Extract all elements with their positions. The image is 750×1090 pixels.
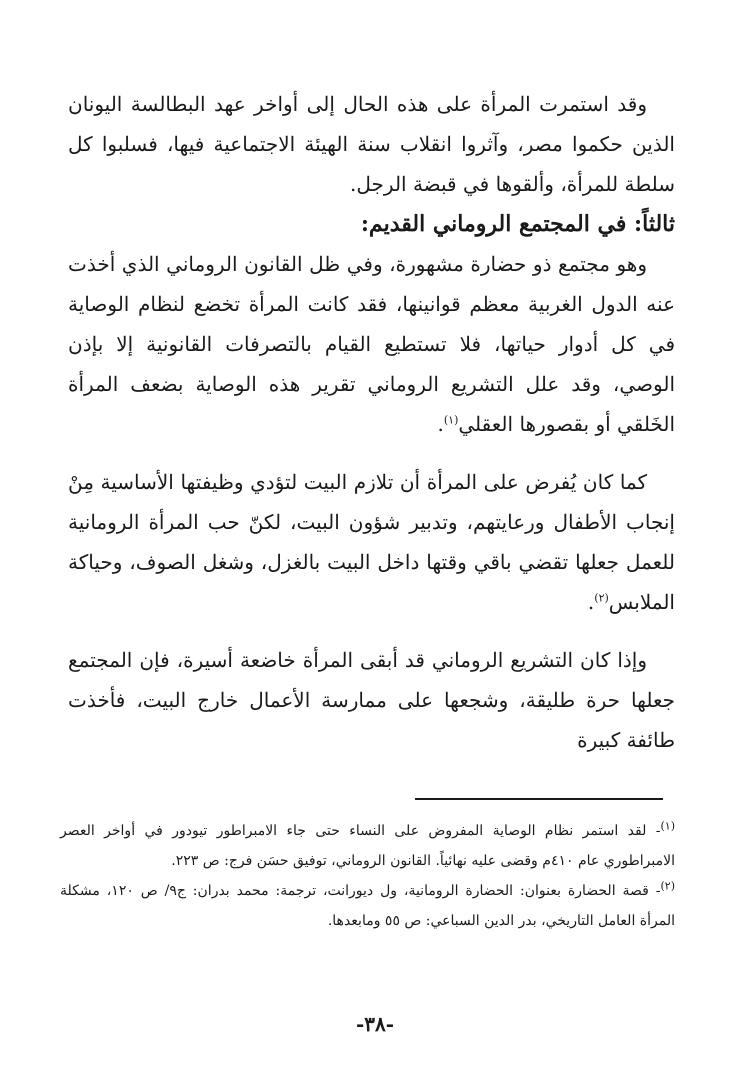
footnote-text-2: - قصة الحضارة بعنوان: الحضارة الرومانية، ول ديورانت، ترجمة: محمد بدران: ج٩/ ص ١٢٠، مشكلة المرأة العامل التاريخي، بدر الدين السباعي: ص ٥٥ ومابعدها. bbox=[60, 883, 675, 929]
footnote-marker-2: (٢) bbox=[660, 879, 675, 893]
footnote-marker-1: (١) bbox=[660, 819, 675, 833]
footnote-1 bbox=[60, 816, 675, 876]
paragraph-1: وقد استمرت المرأة على هذه الحال إلى أواخر عهد البطالسة اليونان الذين حكموا مصر، وآثروا انقلاب سنة الهيئة الاجتماعية فيها، فسلبوا كل سلطة للمرأة، وألقوها في قبضة الرجل. bbox=[68, 92, 675, 196]
page-number: -٣٨- bbox=[355, 1012, 395, 1036]
footnotes bbox=[60, 816, 675, 936]
footnote-separator bbox=[415, 798, 663, 800]
paragraph-2: وهو مجتمع ذو حضارة مشهورة، وفي ظل القانون الروماني الذي أخذت عنه الدول الغربية معظم قوانينها، فقد كانت المرأة تخضع لنظام الوصاية في كل أدوار حياتها، فلا تستطيع القيام بالتصرفات القانونية إلا بإذن الوصي، وقد علل التشريع الروماني تقرير هذه الوصاية بضعف المرأة الخَلقي أو بقصورها العقلي$^{(١)}$. bbox=[68, 252, 676, 436]
main-text-body bbox=[68, 84, 675, 760]
footnote-2 bbox=[60, 876, 675, 936]
footnote-text-1: - لقد استمر نظام الوصاية المفروض على النساء حتى جاء الامبراطور تيودور في أواخر العصر الامبراطوري عام ٤١٠م وقضى عليه نهائياً. القانون الروماني، توفيق حسَن فرج: ص ٢٢٣. bbox=[60, 823, 675, 869]
footnote-ref-2: (٢) bbox=[594, 591, 609, 605]
section-heading: ثالثاً: في المجتمع الروماني القديم: bbox=[360, 211, 675, 237]
paragraph-3: كما كان يُفرض على المرأة أن تلازم البيت لتؤدي وظيفتها الأساسية مِنْ إنجاب الأطفال ورعايتهم، وتدبير شؤون البيت، لكنّ حب المرأة الرومانية للعمل جعلها تقضي باقي وقتها داخل البيت بالغزل، وشغل الصوف، وحياكة الملابس$^{(٢)}$. bbox=[68, 470, 675, 614]
paragraph-4: وإذا كان التشريع الروماني قد أبقى المرأة خاضعة أسيرة، فإن المجتمع جعلها حرة طليقة، وشجعها على ممارسة الأعمال خارج البيت، فأخذت طائفة كبيرة bbox=[68, 648, 675, 752]
footnote-ref-1: (١) bbox=[443, 413, 459, 427]
